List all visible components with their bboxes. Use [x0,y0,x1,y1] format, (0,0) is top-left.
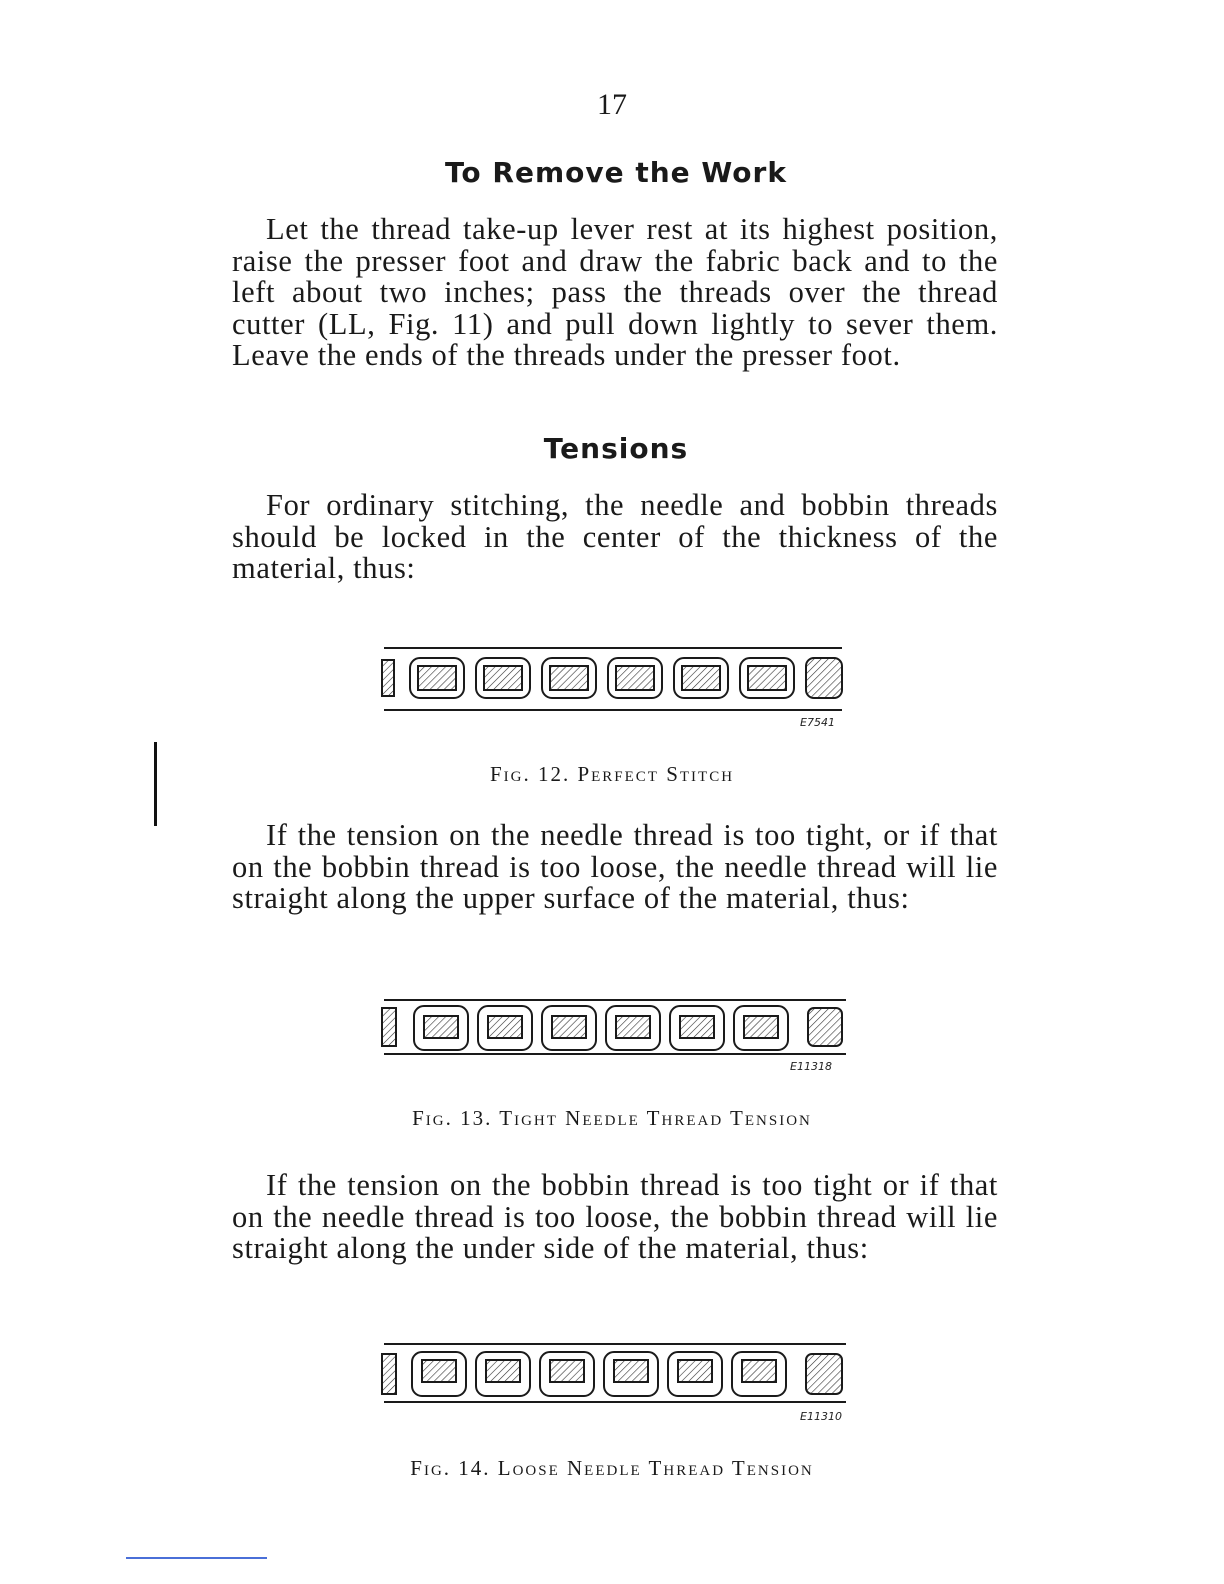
figure-caption-14: Fig. 14. Loose Needle Thread Tension [410,1456,814,1480]
figure-code-label: E11318 [790,1060,832,1073]
figure-code-label: E7541 [800,716,835,729]
figure-loose-needle-tension [380,1336,860,1426]
stitch-chain [382,1006,842,1050]
paragraph-remove-work: Let the thread take-up lever rest at its highest position, raise the presser foot and draw the fabric back and to the left about two inches; pass the threads over the thread cutter (LL, Fig. 11) and pull down lightly to sever them. Leave the ends of the threads under the presser foot. [232,212,998,372]
figure-perfect-stitch [380,640,860,730]
stitch-chain [382,658,842,698]
figure-caption-12: Fig. 12. Perfect Stitch [489,762,735,786]
paragraph-tight-tension: If the tension on the needle thread is too tight, or if that on the bobbin thread is too loose, the needle thread will lie straight along the upper surface of the material, thus: [232,818,998,915]
figure-code-label: E11310 [800,1410,842,1423]
figure-caption-13: Fig. 13. Tight Needle Thread Tension [412,1106,812,1130]
page-number: 17 [597,88,627,121]
margin-mark [154,742,157,826]
figure-tight-needle-tension [380,990,860,1074]
footnote-rule [126,1557,267,1559]
paragraph-loose-tension: If the tension on the bobbin thread is too tight or if that on the needle thread is too loose, the bobbin thread will lie straight along the under side of the material, thus: [232,1168,998,1265]
section-heading-remove-work: To Remove the Work [445,156,787,189]
paragraph-tensions-intro: For ordinary stitching, the needle and bobbin threads should be locked in the center of the thickness of the material, thus: [232,488,998,585]
section-heading-tensions: Tensions [543,432,689,465]
stitch-chain [382,1352,842,1396]
